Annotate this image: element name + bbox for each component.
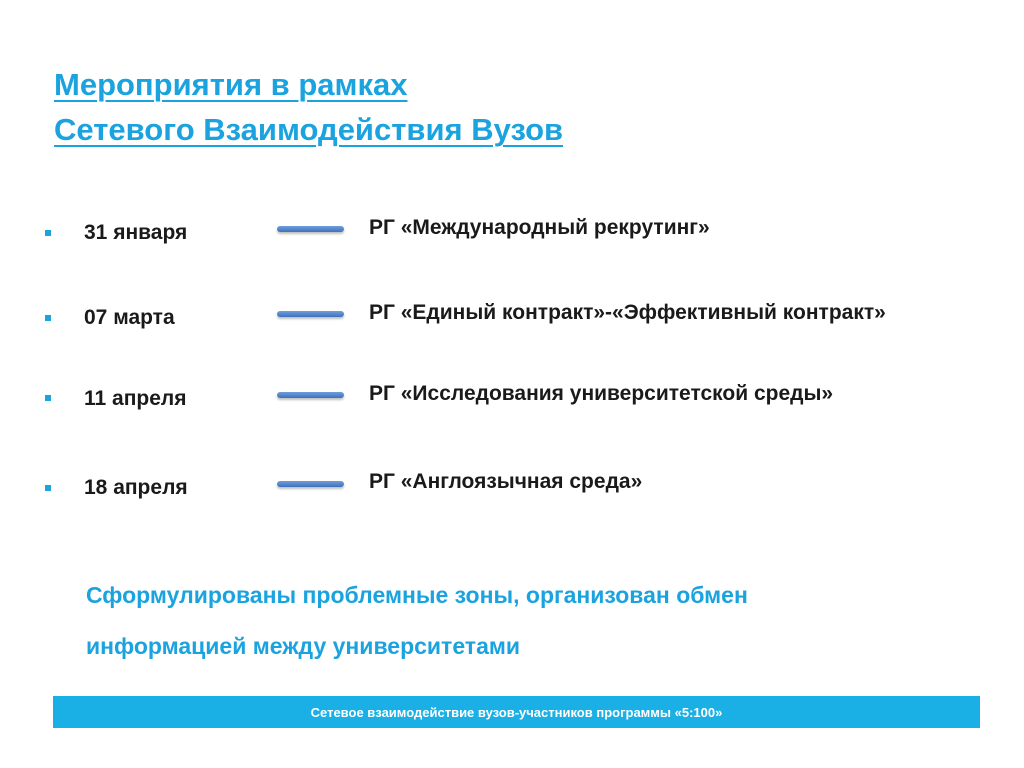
event-row-1 [0,216,1024,256]
summary-line-2: информацией между университетами [86,633,521,659]
working-group-label: РГ «Англоязычная среда» [369,470,643,493]
event-row-3 [0,381,1024,421]
connector-dash-icon [277,481,344,487]
event-date: 31 января [84,221,188,244]
event-row-2 [0,300,1024,340]
event-row-4 [0,470,1024,510]
summary-text [86,570,966,672]
summary-line-1: Сформулированы проблемные зоны, организован обмен [86,582,748,608]
bullet-square-icon [45,230,51,236]
working-group-label: РГ «Исследования университетской среды» [369,382,834,405]
connector-dash-icon [277,392,344,398]
event-date: 18 апреля [84,476,188,499]
footer-text: Сетевое взаимодействие вузов-участников программы «5:100» [310,704,723,720]
connector-dash-icon [277,226,344,232]
working-group-label: РГ «Международный рекрутинг» [369,216,710,239]
event-date: 07 марта [84,306,175,329]
bullet-square-icon [45,315,51,321]
bullet-square-icon [45,395,51,401]
footer-bar [53,696,980,728]
working-group-label: РГ «Единый контракт»-«Эффективный контракт» [369,301,886,324]
connector-dash-icon [277,311,344,317]
slide-title-line-1: Мероприятия в рамках [54,67,408,102]
event-date: 11 апреля [84,387,187,410]
slide-title-line-2: Сетевого Взаимодействия Вузов [54,112,564,147]
slide-title [54,62,563,152]
bullet-square-icon [45,485,51,491]
